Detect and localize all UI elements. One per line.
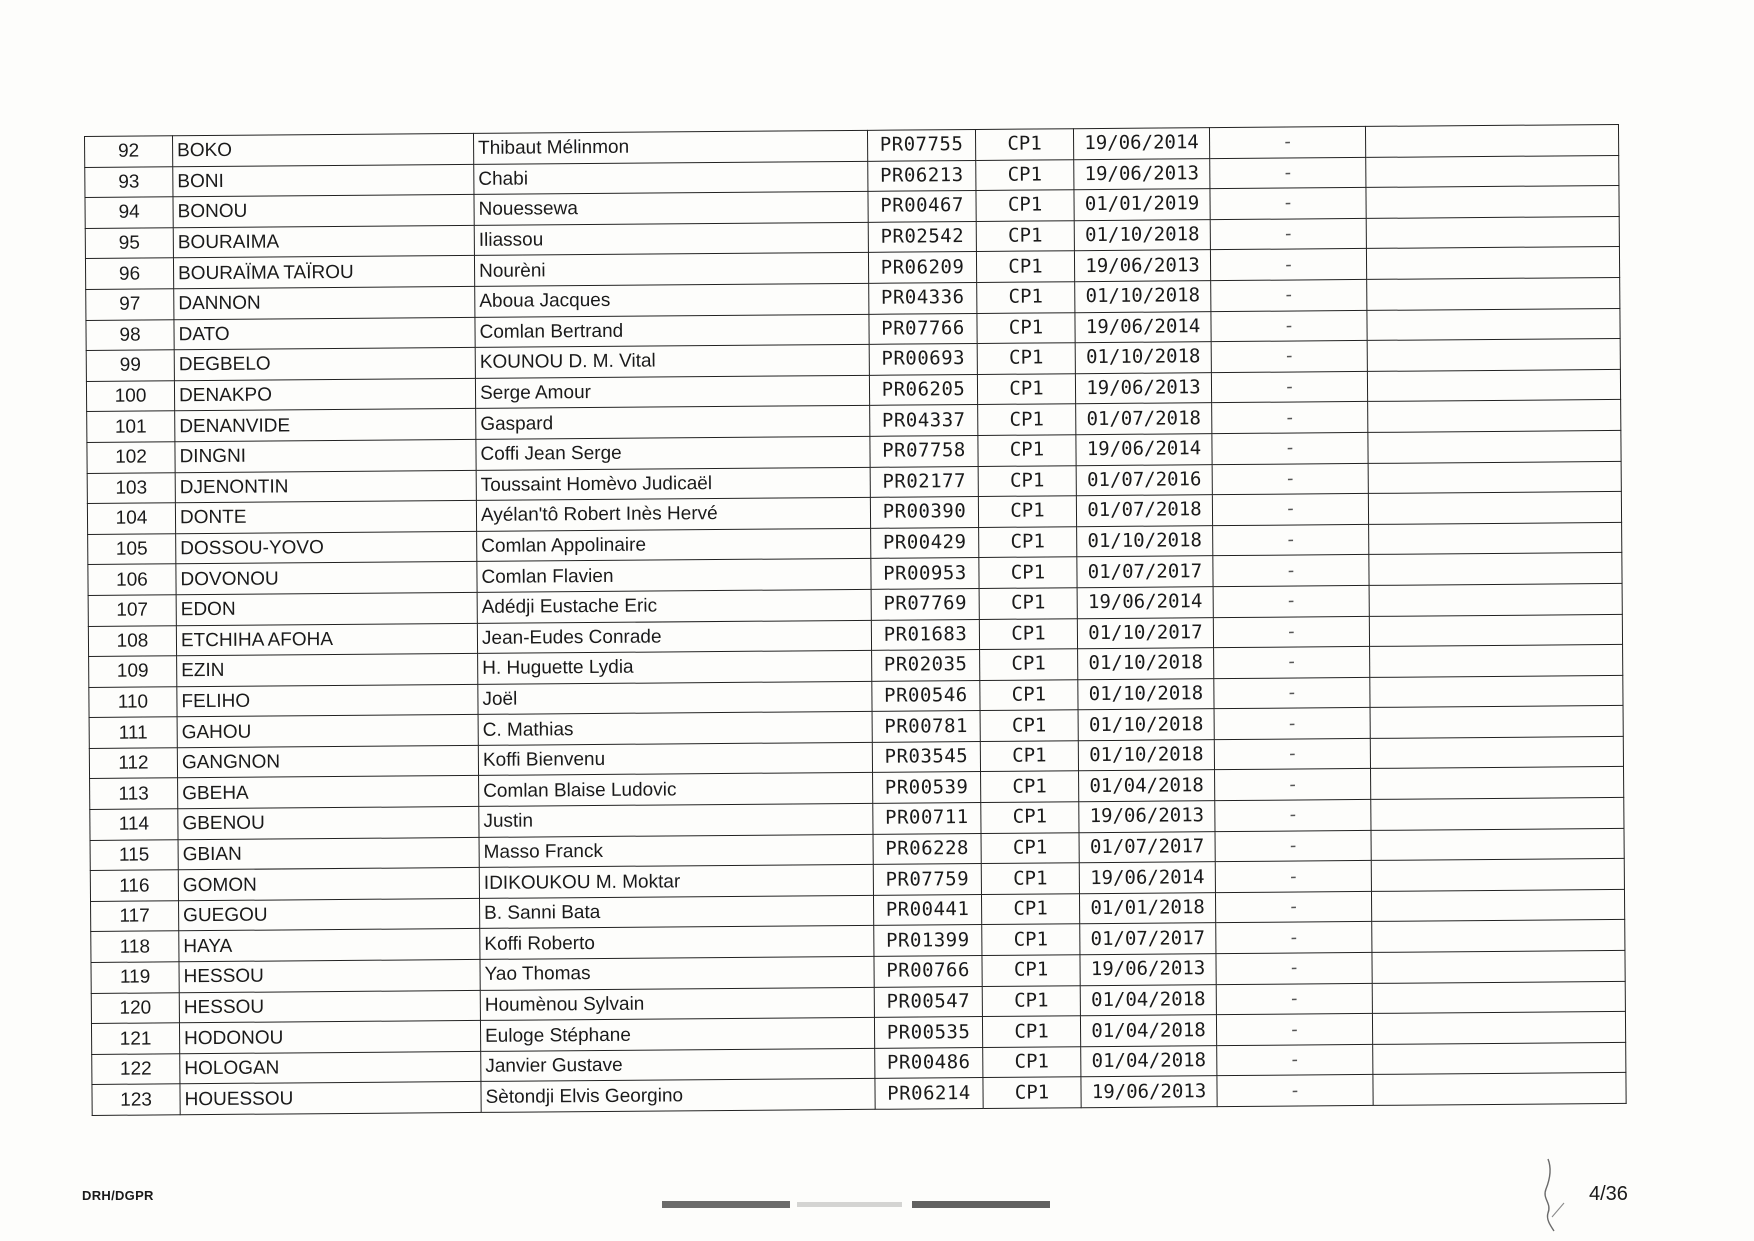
date: 01/07/2018 xyxy=(1076,495,1212,527)
row-number: 116 xyxy=(90,870,178,901)
row-number: 101 xyxy=(87,411,175,442)
matricule: PR06209 xyxy=(868,252,976,283)
grade: CP1 xyxy=(978,404,1076,435)
matricule: PR00547 xyxy=(874,986,982,1017)
grade: CP1 xyxy=(976,159,1074,190)
date: 01/07/2017 xyxy=(1080,923,1216,955)
grade: CP1 xyxy=(980,679,1078,710)
date: 19/06/2014 xyxy=(1075,311,1211,343)
date: 01/10/2018 xyxy=(1075,281,1211,313)
grade: CP1 xyxy=(982,1016,1080,1047)
row-number: 118 xyxy=(91,931,179,962)
blank-cell xyxy=(1371,797,1624,830)
date: 01/04/2018 xyxy=(1081,1045,1217,1077)
dash-cell: - xyxy=(1211,279,1367,311)
date: 19/06/2013 xyxy=(1081,1076,1217,1108)
last-name: GBEHA xyxy=(178,776,479,809)
date: 01/04/2018 xyxy=(1080,984,1216,1016)
last-name: DEGBELO xyxy=(174,348,475,381)
date: 01/10/2018 xyxy=(1077,525,1213,557)
matricule: PR06214 xyxy=(875,1078,983,1109)
dash-cell: - xyxy=(1216,952,1372,984)
dash-cell: - xyxy=(1210,188,1366,220)
row-number: 97 xyxy=(86,289,174,320)
first-name: Janvier Gustave xyxy=(481,1048,875,1082)
matricule: PR06213 xyxy=(868,160,976,191)
matricule: PR02035 xyxy=(872,650,980,681)
dash-cell: - xyxy=(1212,494,1368,526)
row-number: 112 xyxy=(89,748,177,779)
dash-cell: - xyxy=(1215,891,1371,923)
blank-cell xyxy=(1368,400,1621,433)
last-name: HODONOU xyxy=(179,1021,480,1054)
grade: CP1 xyxy=(982,924,1080,955)
dash-cell: - xyxy=(1211,310,1367,342)
dash-cell: - xyxy=(1213,555,1369,587)
row-number: 108 xyxy=(88,625,176,656)
roster-table-wrap xyxy=(84,124,1626,1116)
initials-signature xyxy=(1530,1155,1590,1235)
blank-cell xyxy=(1369,553,1622,586)
first-name: H. Huguette Lydia xyxy=(478,650,872,684)
grade: CP1 xyxy=(979,588,1077,619)
blank-cell xyxy=(1370,645,1623,678)
row-number: 123 xyxy=(92,1084,180,1115)
blank-cell xyxy=(1371,859,1624,892)
date: 01/04/2018 xyxy=(1079,770,1215,802)
dash-cell: - xyxy=(1216,922,1372,954)
matricule: PR07769 xyxy=(871,588,979,619)
first-name: Comlan Appolinaire xyxy=(477,528,871,562)
grade: CP1 xyxy=(983,1077,1081,1108)
grade: CP1 xyxy=(975,129,1073,160)
blank-cell xyxy=(1367,308,1620,341)
date: 01/01/2018 xyxy=(1079,892,1215,924)
blank-cell xyxy=(1367,369,1620,402)
row-number: 122 xyxy=(92,1054,180,1085)
grade: CP1 xyxy=(977,312,1075,343)
date: 19/06/2014 xyxy=(1073,128,1209,160)
grade: CP1 xyxy=(981,771,1079,802)
grade: CP1 xyxy=(981,894,1079,925)
matricule: PR00390 xyxy=(870,497,978,528)
date: 01/10/2017 xyxy=(1077,617,1213,649)
dash-cell: - xyxy=(1213,585,1369,617)
dash-cell: - xyxy=(1210,157,1366,189)
first-name: Aboua Jacques xyxy=(475,283,869,317)
row-number: 96 xyxy=(85,258,173,289)
blank-cell xyxy=(1366,216,1619,249)
last-name: GBENOU xyxy=(178,806,479,839)
grade: CP1 xyxy=(978,496,1076,527)
grade: CP1 xyxy=(981,802,1079,833)
grade: CP1 xyxy=(983,1047,1081,1078)
date: 01/10/2018 xyxy=(1078,709,1214,741)
date: 19/06/2014 xyxy=(1077,587,1213,619)
grade: CP1 xyxy=(976,221,1074,252)
blank-cell xyxy=(1368,430,1621,463)
blank-cell xyxy=(1372,920,1625,953)
first-name: Chabi xyxy=(474,161,868,195)
dash-cell: - xyxy=(1210,218,1366,250)
matricule: PR01683 xyxy=(871,619,979,650)
matricule: PR04337 xyxy=(870,405,978,436)
first-name: Adédji Eustache Eric xyxy=(477,589,871,623)
blank-cell xyxy=(1371,828,1624,861)
row-number: 95 xyxy=(85,228,173,259)
last-name: DJENONTIN xyxy=(175,470,476,503)
matricule: PR06205 xyxy=(869,374,977,405)
last-name: BONI xyxy=(173,164,474,197)
dash-cell: - xyxy=(1215,799,1371,831)
matricule: PR00693 xyxy=(869,344,977,375)
first-name: Nouessewa xyxy=(474,192,868,226)
matricule: PR00953 xyxy=(871,558,979,589)
row-number: 109 xyxy=(89,656,177,687)
blank-cell xyxy=(1370,675,1623,708)
last-name: HESSOU xyxy=(179,990,480,1023)
matricule: PR07766 xyxy=(869,313,977,344)
blank-cell xyxy=(1370,736,1623,769)
matricule: PR02177 xyxy=(870,466,978,497)
matricule: PR00486 xyxy=(875,1047,983,1078)
dash-cell: - xyxy=(1214,708,1370,740)
date: 01/04/2018 xyxy=(1080,1015,1216,1047)
dash-cell: - xyxy=(1209,126,1365,158)
grade: CP1 xyxy=(980,649,1078,680)
dash-cell: - xyxy=(1217,1044,1373,1076)
page-number: 4/36 xyxy=(1589,1183,1628,1205)
row-number: 103 xyxy=(87,472,175,503)
footer-department: DRH/DGPR xyxy=(82,1188,154,1203)
last-name: BOURAIMA xyxy=(173,225,474,258)
grade: CP1 xyxy=(980,741,1078,772)
dash-cell: - xyxy=(1212,402,1368,434)
last-name: DOSSOU-YOVO xyxy=(176,531,477,564)
row-number: 119 xyxy=(91,962,179,993)
dash-cell: - xyxy=(1215,830,1371,862)
dash-cell: - xyxy=(1212,463,1368,495)
last-name: FELIHO xyxy=(177,684,478,717)
blank-cell xyxy=(1366,155,1619,188)
matricule: PR00781 xyxy=(872,711,980,742)
row-number: 94 xyxy=(85,197,173,228)
row-number: 92 xyxy=(85,136,173,167)
date: 01/10/2018 xyxy=(1078,740,1214,772)
date: 19/06/2013 xyxy=(1074,250,1210,282)
first-name: Justin xyxy=(479,803,873,837)
last-name: DOVONOU xyxy=(176,562,477,595)
blank-cell xyxy=(1371,889,1624,922)
last-name: DATO xyxy=(174,317,475,350)
last-name: HAYA xyxy=(179,929,480,962)
last-name: DENAKPO xyxy=(174,378,475,411)
blank-cell xyxy=(1369,522,1622,555)
dash-cell: - xyxy=(1214,677,1370,709)
row-number: 113 xyxy=(90,778,178,809)
first-name: Toussaint Homèvo Judicaël xyxy=(476,467,870,501)
blank-cell xyxy=(1368,461,1621,494)
blank-cell xyxy=(1367,339,1620,372)
blank-cell xyxy=(1373,1073,1626,1106)
date: 19/06/2013 xyxy=(1080,954,1216,986)
blank-cell xyxy=(1372,1012,1625,1045)
date: 01/07/2016 xyxy=(1076,464,1212,496)
matricule: PR00441 xyxy=(873,894,981,925)
roster-body xyxy=(85,124,1627,1115)
blank-cell xyxy=(1371,767,1624,800)
last-name: GOMON xyxy=(178,868,479,901)
date: 19/06/2013 xyxy=(1074,158,1210,190)
row-number: 104 xyxy=(87,503,175,534)
first-name: Serge Amour xyxy=(475,375,869,409)
last-name: GAHOU xyxy=(177,715,478,748)
last-name: EZIN xyxy=(177,654,478,687)
blank-cell xyxy=(1370,706,1623,739)
row-number: 114 xyxy=(90,809,178,840)
date: 01/10/2018 xyxy=(1074,219,1210,251)
row-number: 105 xyxy=(88,534,176,565)
grade: CP1 xyxy=(980,710,1078,741)
grade: CP1 xyxy=(976,190,1074,221)
grade: CP1 xyxy=(981,863,1079,894)
date: 19/06/2014 xyxy=(1076,434,1212,466)
first-name: Thibaut Mélinmon xyxy=(473,130,867,164)
last-name: BONOU xyxy=(173,195,474,228)
first-name: Iliassou xyxy=(474,222,868,256)
footer-stamp-mark xyxy=(662,1199,1052,1211)
blank-cell xyxy=(1372,981,1625,1014)
row-number: 120 xyxy=(91,992,179,1023)
last-name: BOURAÏMA TAÏROU xyxy=(173,256,474,289)
blank-cell xyxy=(1368,492,1621,525)
row-number: 115 xyxy=(90,839,178,870)
blank-cell xyxy=(1369,583,1622,616)
first-name: Houmènou Sylvain xyxy=(480,987,874,1021)
row-number: 110 xyxy=(89,686,177,717)
last-name: DINGNI xyxy=(175,439,476,472)
matricule: PR07755 xyxy=(867,129,975,160)
first-name: IDIKOUKOU M. Moktar xyxy=(479,865,873,899)
dash-cell: - xyxy=(1212,432,1368,464)
row-number: 107 xyxy=(88,595,176,626)
last-name: DANNON xyxy=(174,286,475,319)
dash-cell: - xyxy=(1214,738,1370,770)
roster-table xyxy=(84,124,1627,1116)
dash-cell: - xyxy=(1213,524,1369,556)
row-number: 117 xyxy=(91,901,179,932)
grade: CP1 xyxy=(982,955,1080,986)
date: 01/10/2018 xyxy=(1078,678,1214,710)
date: 01/07/2017 xyxy=(1077,556,1213,588)
last-name: HOUESSOU xyxy=(180,1082,481,1115)
grade: CP1 xyxy=(979,526,1077,557)
grade: CP1 xyxy=(978,435,1076,466)
matricule: PR00535 xyxy=(874,1017,982,1048)
matricule: PR00711 xyxy=(873,803,981,834)
row-number: 111 xyxy=(89,717,177,748)
last-name: GUEGOU xyxy=(179,898,480,931)
last-name: GANGNON xyxy=(177,745,478,778)
first-name: Comlan Bertrand xyxy=(475,314,869,348)
matricule: PR03545 xyxy=(872,741,980,772)
grade: CP1 xyxy=(979,618,1077,649)
last-name: DENANVIDE xyxy=(175,409,476,442)
date: 19/06/2013 xyxy=(1079,801,1215,833)
first-name: Yao Thomas xyxy=(480,956,874,990)
dash-cell: - xyxy=(1211,341,1367,373)
grade: CP1 xyxy=(977,373,1075,404)
dash-cell: - xyxy=(1210,249,1366,281)
dash-cell: - xyxy=(1214,647,1370,679)
grade: CP1 xyxy=(977,343,1075,374)
matricule: PR01399 xyxy=(874,925,982,956)
row-number: 121 xyxy=(91,1023,179,1054)
first-name: Joël xyxy=(478,681,872,715)
matricule: PR04336 xyxy=(869,282,977,313)
first-name: Coffi Jean Serge xyxy=(476,436,870,470)
blank-cell xyxy=(1372,950,1625,983)
date: 01/07/2018 xyxy=(1076,403,1212,435)
first-name: Sètondji Elvis Georgino xyxy=(481,1079,875,1113)
blank-cell xyxy=(1366,247,1619,280)
first-name: Nourèni xyxy=(474,253,868,287)
first-name: Koffi Roberto xyxy=(480,926,874,960)
first-name: C. Mathias xyxy=(478,712,872,746)
date: 19/06/2013 xyxy=(1075,372,1211,404)
date: 01/07/2017 xyxy=(1079,831,1215,863)
dash-cell: - xyxy=(1216,983,1372,1015)
first-name: Koffi Bienvenu xyxy=(478,742,872,776)
last-name: EDON xyxy=(176,592,477,625)
grade: CP1 xyxy=(977,282,1075,313)
blank-cell xyxy=(1369,614,1622,647)
grade: CP1 xyxy=(976,251,1074,282)
dash-cell: - xyxy=(1211,371,1367,403)
first-name: Euloge Stéphane xyxy=(480,1018,874,1052)
first-name: Masso Franck xyxy=(479,834,873,868)
grade: CP1 xyxy=(981,832,1079,863)
last-name: DONTE xyxy=(175,501,476,534)
dash-cell: - xyxy=(1216,1014,1372,1046)
date: 01/01/2019 xyxy=(1074,189,1210,221)
row-number: 106 xyxy=(88,564,176,595)
grade: CP1 xyxy=(982,985,1080,1016)
row-number: 98 xyxy=(86,319,174,350)
row-number: 93 xyxy=(85,166,173,197)
blank-cell xyxy=(1373,1042,1626,1075)
matricule: PR00539 xyxy=(873,772,981,803)
date: 01/10/2018 xyxy=(1075,342,1211,374)
first-name: KOUNOU D. M. Vital xyxy=(475,344,869,378)
blank-cell xyxy=(1366,186,1619,219)
dash-cell: - xyxy=(1213,616,1369,648)
matricule: PR02542 xyxy=(868,221,976,252)
first-name: Jean-Eudes Conrade xyxy=(477,620,871,654)
row-number: 100 xyxy=(86,381,174,412)
grade: CP1 xyxy=(978,465,1076,496)
matricule: PR06228 xyxy=(873,833,981,864)
matricule: PR00429 xyxy=(871,527,979,558)
matricule: PR00766 xyxy=(874,956,982,987)
grade: CP1 xyxy=(979,557,1077,588)
first-name: Ayélan'tô Robert Inès Hervé xyxy=(476,497,870,531)
first-name: B. Sanni Bata xyxy=(479,895,873,929)
blank-cell xyxy=(1365,124,1618,157)
blank-cell xyxy=(1367,277,1620,310)
matricule: PR07759 xyxy=(873,864,981,895)
last-name: BOKO xyxy=(173,133,474,166)
dash-cell: - xyxy=(1215,861,1371,893)
row-number: 99 xyxy=(86,350,174,381)
matricule: PR00546 xyxy=(872,680,980,711)
last-name: GBIAN xyxy=(178,837,479,870)
last-name: HOLOGAN xyxy=(180,1051,481,1084)
matricule: PR00467 xyxy=(868,191,976,222)
first-name: Comlan Flavien xyxy=(477,559,871,593)
dash-cell: - xyxy=(1215,769,1371,801)
last-name: ETCHIHA AFOHA xyxy=(176,623,477,656)
date: 01/10/2018 xyxy=(1078,648,1214,680)
first-name: Comlan Blaise Ludovic xyxy=(479,773,873,807)
first-name: Gaspard xyxy=(476,406,870,440)
dash-cell: - xyxy=(1217,1075,1373,1107)
matricule: PR07758 xyxy=(870,435,978,466)
last-name: HESSOU xyxy=(179,959,480,992)
row-number: 102 xyxy=(87,442,175,473)
date: 19/06/2014 xyxy=(1079,862,1215,894)
